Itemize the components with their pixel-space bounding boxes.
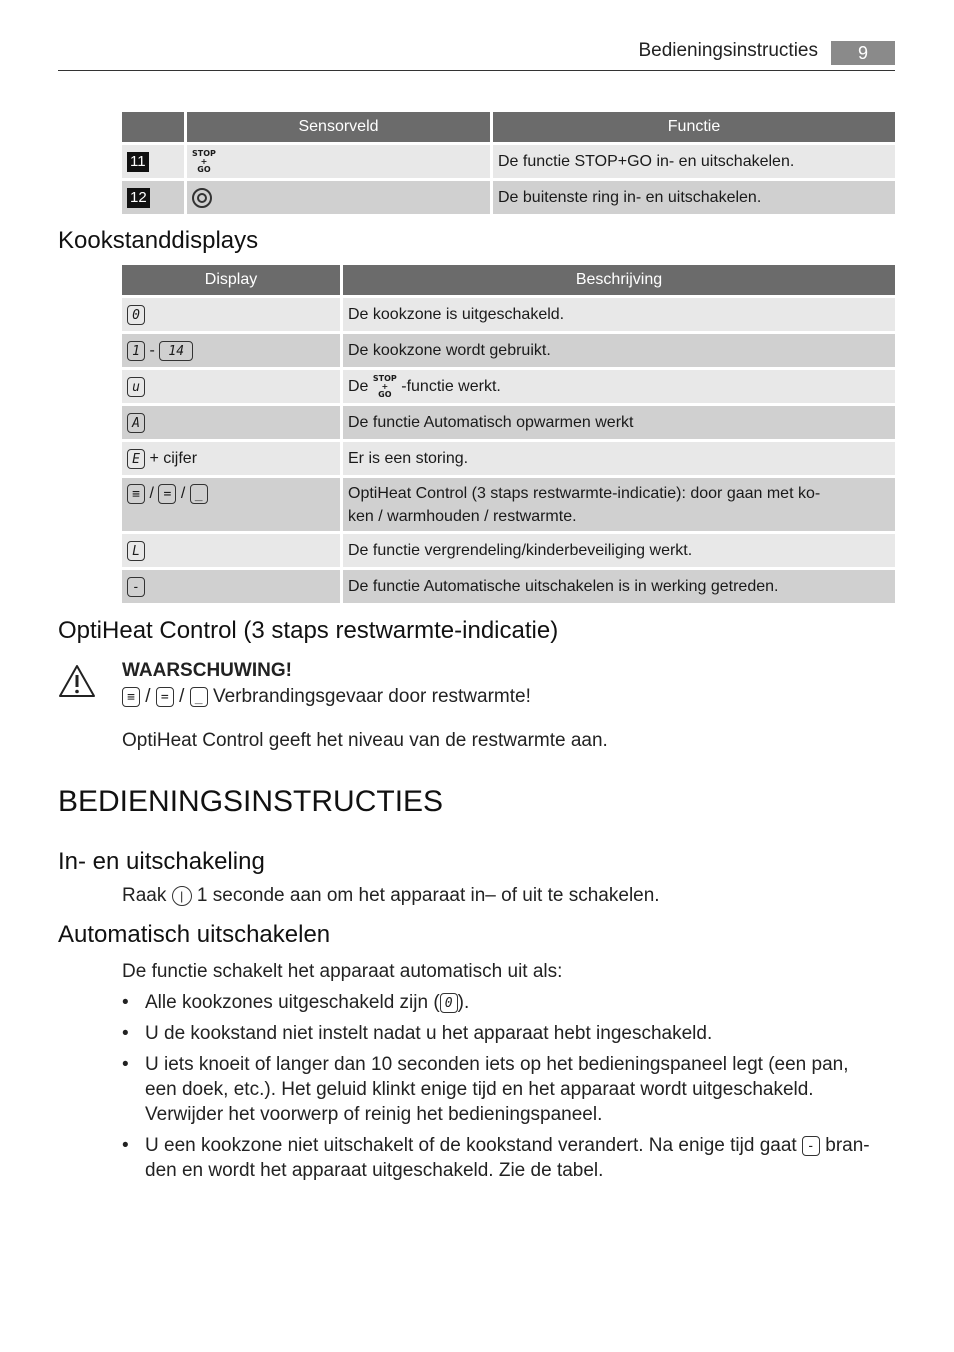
displays-heading: Kookstanddisplays [58, 227, 259, 254]
display-symbol: - [127, 577, 145, 597]
auto-off-list [122, 990, 884, 1189]
display-symbol: ≡ [127, 484, 145, 504]
display-symbol: 14 [159, 341, 193, 361]
display-description: De functie Automatisch opwarmen werkt [343, 406, 895, 439]
sensor-row-function: De functie STOP+GO in- en uitschakelen. [493, 145, 895, 178]
display-separator: / [180, 485, 186, 503]
list-item-text: ). [457, 992, 470, 1013]
display-symbol: _ [190, 484, 208, 504]
running-header-title: Bedieningsinstructies [638, 40, 818, 61]
stop-go-icon-text: GO [197, 164, 211, 174]
warning-triangle-icon [58, 664, 96, 698]
sensor-row-function: De buitenste ring in- en uitschakelen. [493, 181, 895, 214]
display-symbol: _ [190, 687, 208, 707]
sensor-row-number: 12 [127, 188, 150, 208]
stop-go-icon-text: STOP [372, 373, 397, 383]
page-title: BEDIENINGSINSTRUCTIES [58, 785, 444, 818]
sensor-table-header-sensor: Sensorveld [187, 112, 490, 142]
list-item [122, 1133, 884, 1183]
display-symbol: ≡ [122, 687, 140, 707]
display-symbol: A [127, 413, 145, 433]
display-cell [122, 298, 340, 331]
display-symbol: 0 [440, 993, 458, 1013]
sensor-row-icon-cell [187, 181, 490, 214]
header-rule [58, 70, 895, 71]
displays-header-display: Display [122, 265, 340, 295]
list-item-text: Alle kookzones uitgeschakeld zijn ( [145, 992, 440, 1013]
sensor-row-icon-cell [187, 145, 490, 178]
warning-separator: / [179, 686, 185, 707]
stop-go-icon [373, 375, 397, 399]
list-item-text: U een kookzone niet uitschakelt of de kookstand verandert. Na enige tijd gaat [145, 1135, 797, 1156]
list-item-text: bran- den en wordt het apparaat uitgeschakeld. Zie de tabel. [145, 1135, 870, 1181]
display-symbol: E [127, 449, 145, 469]
display-symbol: = [156, 687, 174, 707]
displays-header-description: Beschrijving [343, 265, 895, 295]
on-off-heading: In- en uitschakeling [58, 848, 265, 875]
display-description: Er is een storing. [343, 442, 895, 475]
display-description: De functie vergrendeling/kinderbeveiliging werkt. [343, 534, 895, 567]
stop-go-icon-text: + [200, 156, 208, 166]
stop-go-icon-text: + [381, 381, 389, 391]
on-off-text [122, 885, 660, 907]
warning-text: Verbrandingsgevaar door restwarmte! [212, 686, 531, 707]
on-off-text-after: 1 seconde aan om het apparaat in– of uit te schakelen. [196, 885, 660, 906]
stop-go-icon [192, 150, 216, 174]
display-description: De kookzone wordt gebruikt. [343, 334, 895, 367]
displays-table [119, 262, 898, 606]
warning-line [122, 686, 531, 708]
optiheat-text: OptiHeat Control geeft het niveau van de restwarmte aan. [122, 730, 608, 751]
page-number: 9 [831, 41, 895, 65]
display-symbol: - [802, 1136, 820, 1156]
display-symbol: u [127, 377, 145, 397]
sensor-table [119, 109, 898, 217]
display-cell [122, 442, 340, 475]
display-symbol: = [158, 484, 176, 504]
display-suffix: + cijfer [149, 449, 198, 467]
warning-separator: / [145, 686, 151, 707]
warning-title: WAARSCHUWING! [122, 660, 292, 681]
display-cell [122, 534, 340, 567]
outer-ring-icon [192, 188, 212, 208]
sensor-table-header-function: Functie [493, 112, 895, 142]
auto-off-intro: De functie schakelt het apparaat automatisch uit als: [122, 961, 563, 982]
display-symbol: 1 [127, 341, 145, 361]
display-description: De kookzone is uitgeschakeld. [343, 298, 895, 331]
display-description-after: -functie werkt. [401, 377, 501, 395]
stop-go-icon-text: GO [378, 389, 392, 399]
power-icon: | [172, 886, 192, 906]
sensor-row-number: 11 [127, 152, 149, 172]
display-cell [122, 478, 340, 531]
sensor-row-number-cell [122, 145, 184, 178]
on-off-text-before: Raak [122, 885, 167, 906]
display-cell [122, 570, 340, 603]
display-cell [122, 334, 340, 367]
display-cell [122, 370, 340, 403]
display-separator: - [149, 341, 155, 359]
display-description [343, 370, 895, 403]
display-description-before: De [348, 377, 369, 395]
sensor-table-header-blank [122, 112, 184, 142]
display-description: OptiHeat Control (3 staps restwarmte-indicatie): door gaan met ko- ken / warmhouden / restwarmte. [343, 478, 895, 531]
optiheat-heading: OptiHeat Control (3 staps restwarmte-indicatie) [58, 617, 559, 644]
display-separator: / [149, 485, 154, 503]
auto-off-heading: Automatisch uitschakelen [58, 921, 331, 948]
list-item [122, 990, 884, 1015]
display-description: De functie Automatische uitschakelen is in werking getreden. [343, 570, 895, 603]
list-item: • U de kookstand niet instelt nadat u het apparaat hebt ingeschakeld. [122, 1021, 884, 1046]
list-item: • U iets knoeit of langer dan 10 seconden iets op het bedieningspaneel legt (een pan, een doek, etc.). Het geluid klinkt enige tijd en het apparaat wordt uitgeschakeld. Verwijder het voorwerp of reinig het bedieningspaneel. [122, 1052, 884, 1127]
display-symbol: L [127, 541, 145, 561]
display-symbol: 0 [127, 305, 145, 325]
stop-go-icon-text: STOP [192, 148, 216, 158]
sensor-row-number-cell [122, 181, 184, 214]
display-cell [122, 406, 340, 439]
